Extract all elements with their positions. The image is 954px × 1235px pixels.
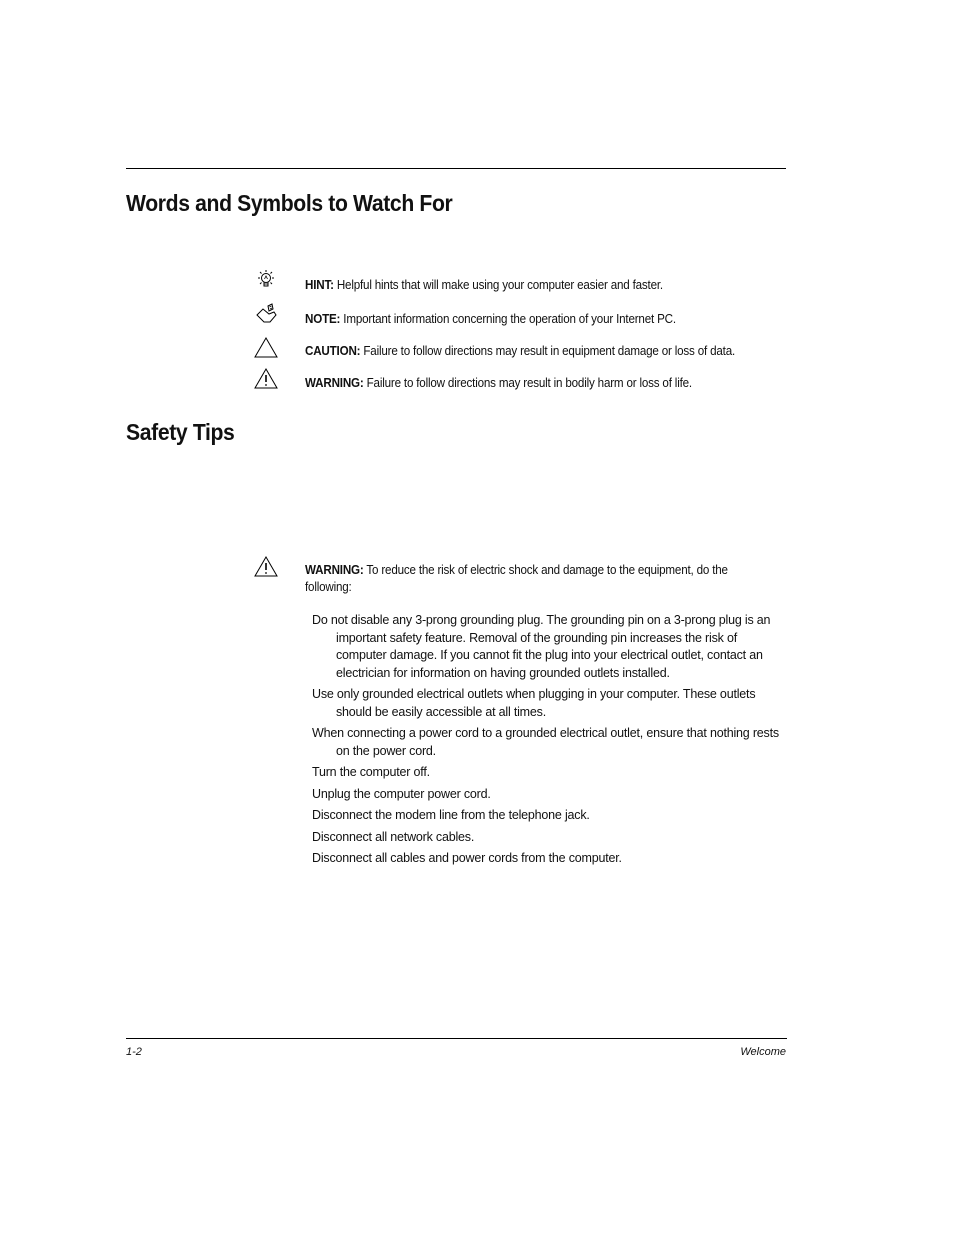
warning-body: Failure to follow directions may result in bodily harm or loss of life. — [363, 376, 692, 390]
warning-triangle-icon — [254, 556, 280, 578]
list-item: When connecting a power cord to a grounded electrical outlet, ensure that nothing rests on the power cord. — [312, 726, 779, 758]
hint-label: HINT: — [305, 278, 334, 292]
list-item: Do not disable any 3-prong grounding plug. The grounding pin on a 3-prong plug is an important safety feature. Removal of the grounding pin increases the risk of computer damage. If you cannot fit the plug into your electrical outlet, contact an electrician for information on having grounded outlets installed. — [312, 613, 771, 680]
warning-triangle-icon — [254, 368, 280, 390]
caution-label: CAUTION: — [305, 344, 361, 358]
lightbulb-icon — [254, 269, 280, 291]
footer-rule — [126, 1038, 787, 1039]
caution-triangle-icon — [254, 337, 280, 359]
list-item: Turn the computer off. — [312, 765, 430, 779]
caution-text — [305, 343, 751, 360]
list-item: Use only grounded electrical outlets when plugging in your computer. These outlets should be easily accessible at all times. — [312, 687, 756, 719]
list-item: Unplug the computer power cord. — [312, 786, 491, 801]
chapter-name: Welcome — [740, 1046, 786, 1058]
list-item: Disconnect all cables and power cords from the computer. — [312, 851, 622, 865]
list-item: Disconnect the modem line from the telephone jack. — [312, 808, 590, 822]
note-body: Important information concerning the operation of your Internet PC. — [340, 312, 676, 326]
note-hand-icon — [254, 303, 280, 325]
warning-text — [305, 375, 751, 392]
words-and-symbols-heading: Words and Symbols to Watch For — [126, 190, 453, 216]
note-label: NOTE: — [305, 312, 341, 326]
safety-warning-label: WARNING: — [305, 563, 364, 577]
top-rule — [126, 168, 786, 169]
hint-body: Helpful hints that will make using your computer easier and faster. — [333, 278, 663, 292]
safety-steps-list — [312, 612, 788, 872]
safety-warning-text — [305, 562, 742, 596]
hint-text — [305, 277, 751, 294]
note-text — [305, 311, 751, 328]
warning-label: WARNING: — [305, 376, 364, 390]
list-item: Disconnect all network cables. — [312, 829, 475, 844]
safety-tips-heading: Safety Tips — [126, 419, 235, 445]
safety-warning-body: To reduce the risk of electric shock and damage to the equipment, do the following: — [305, 563, 728, 594]
caution-body: Failure to follow directions may result in equipment damage or loss of data. — [360, 344, 736, 358]
page-number: 1-2 — [126, 1046, 142, 1058]
